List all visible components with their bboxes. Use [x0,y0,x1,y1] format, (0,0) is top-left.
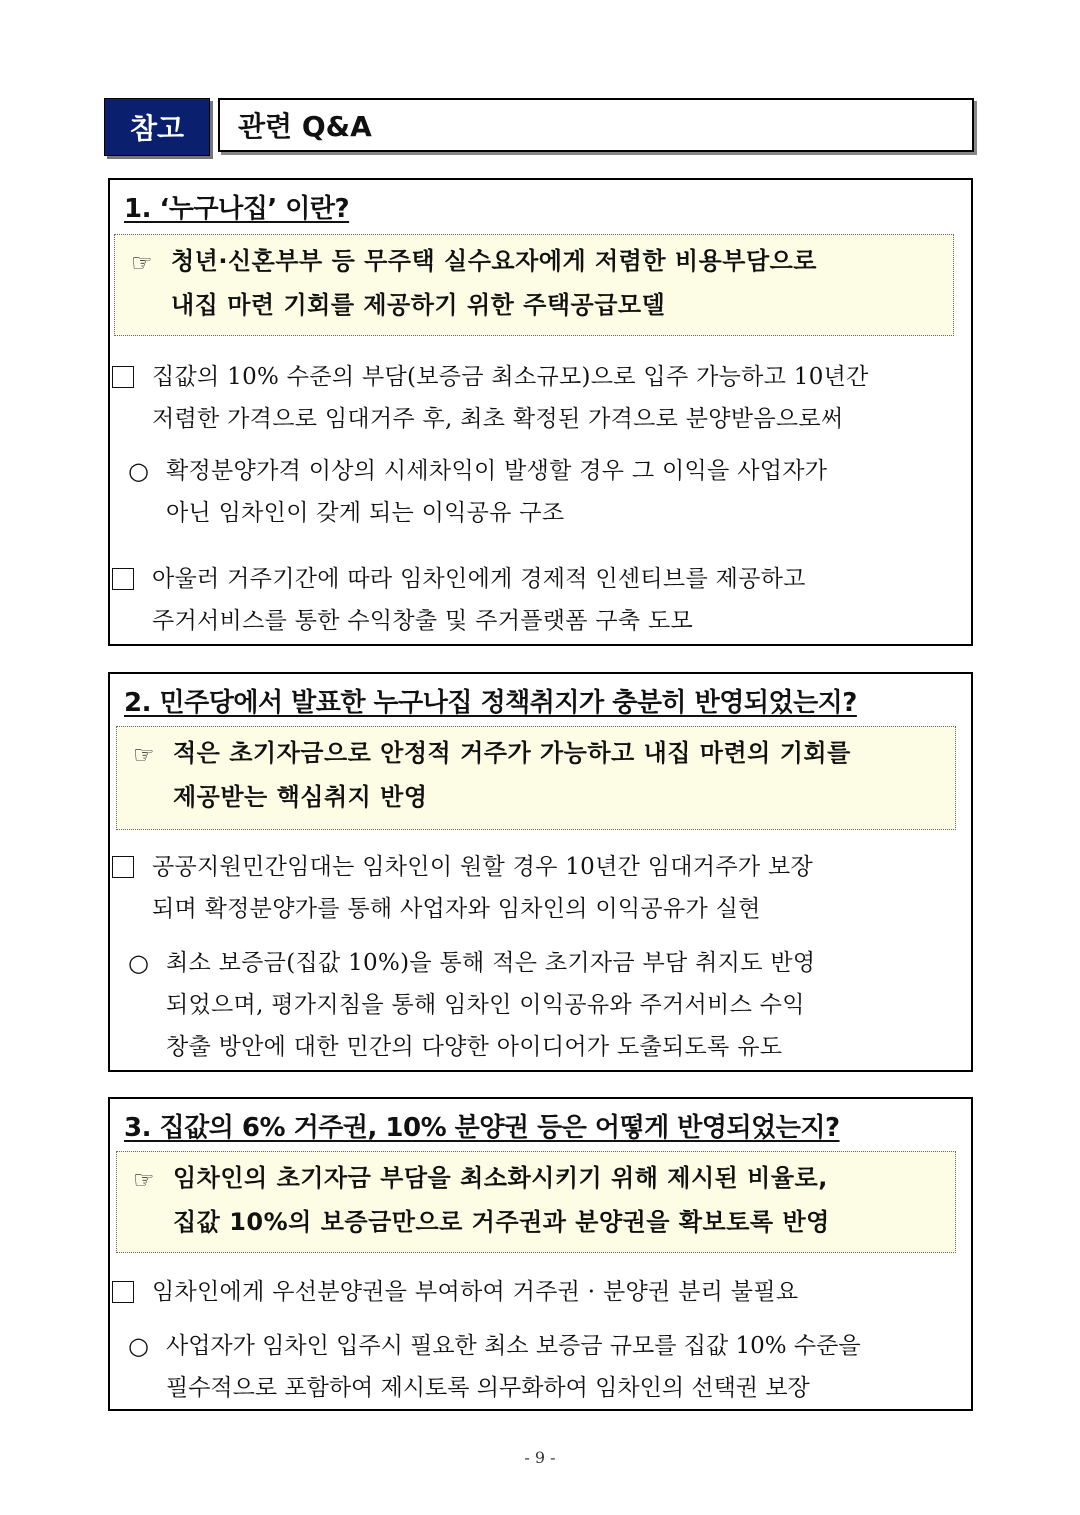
reference-tag: 참고 [104,98,210,156]
checkbox-square-icon [112,856,134,878]
pointing-hand-icon: ☞ [131,249,154,277]
answer-line: 집값 10%의 보증금만으로 거주권과 분양권을 확보토록 반영 [173,1208,830,1236]
answer-box-1 [114,234,954,336]
page-title: 관련 Q&A [218,98,974,152]
bullet-line: 필수적으로 포함하여 제시토록 의무화하여 임차인의 선택권 보장 [166,1375,810,1401]
circle-bullet-icon: ○ [128,457,150,485]
checkbox-square-icon [112,366,134,388]
bullet-line: 되며 확정분양가를 통해 사업자와 임차인의 이익공유가 실현 [152,896,761,922]
circle-bullet-icon: ○ [128,949,150,977]
bullet-line: 저렴한 가격으로 임대거주 후, 최초 확정된 가격으로 분양받음으로써 [152,406,844,432]
checkbox-square-icon [112,1281,134,1303]
bullet-line: 최소 보증금(집값 10%)을 통해 적은 초기자금 부담 취지도 반영 [166,950,816,976]
qa-section-3 [108,1097,973,1411]
bullet-line: 주거서비스를 통한 수익창출 및 주거플랫폼 구축 도모 [152,608,694,634]
answer-line: 적은 초기자금으로 안정적 거주가 가능하고 내집 마련의 기회를 [173,739,851,767]
bullet-line: 임차인에게 우선분양권을 부여하여 거주권 · 분양권 분리 불필요 [152,1279,799,1305]
bullet-2-1 [152,846,813,930]
circle-bullet-icon: ○ [128,1332,149,1360]
bullet-1-3 [152,558,806,642]
bullet-line: 집값의 10% 수준의 부담(보증금 최소규모)으로 입주 가능하고 10년간 [152,364,869,390]
bullet-line: 확정분양가격 이상의 시세차익이 발생할 경우 그 이익을 사업자가 [166,458,828,484]
bullet-1-2 [128,450,828,534]
checkbox-square-icon [112,568,134,590]
qa-section-2 [108,672,973,1072]
answer-line: 제공받는 핵심취지 반영 [173,783,428,811]
bullet-line: 되었으며, 평가지침을 통해 임차인 이익공유와 주거서비스 수익 [166,992,805,1018]
bullet-line: 아닌 임차인이 갖게 되는 이익공유 구조 [166,500,565,526]
bullet-line: 사업자가 임차인 입주시 필요한 최소 보증금 규모를 집값 10% 수준을 [166,1333,861,1359]
answer-line: 임차인의 초기자금 부담을 최소화시키기 위해 제시된 비율로, [173,1164,828,1192]
answer-box-3 [116,1151,956,1253]
question-3: 3. 집값의 6% 거주권, 10% 분양권 등은 어떻게 반영되었는지? [124,1113,840,1143]
answer-line: 청년·신혼부부 등 무주택 실수요자에게 저렴한 비용부담으로 [171,247,817,275]
bullet-2-2 [128,942,816,1068]
bullet-line: 아울러 거주기간에 따라 임차인에게 경제적 인센티브를 제공하고 [152,566,806,592]
bullet-line: 공공지원민간임대는 임차인이 원할 경우 10년간 임대거주가 보장 [152,854,814,880]
question-2: 2. 민주당에서 발표한 누구나집 정책취지가 충분히 반영되었는지? [124,688,857,718]
answer-line: 내집 마련 기회를 제공하기 위한 주택공급모델 [171,291,666,319]
bullet-3-2 [128,1325,861,1409]
reference-header [104,98,976,156]
bullet-line: 창출 방안에 대한 민간의 다양한 아이디어가 도출되도록 유도 [166,1034,783,1060]
bullet-1-1 [152,356,869,440]
qa-section-1 [108,178,973,646]
pointing-hand-icon: ☞ [133,741,156,769]
question-1: 1. ‘누구나집’ 이란? [124,194,350,224]
pointing-hand-icon: ☞ [133,1166,156,1194]
answer-box-2 [116,726,956,830]
bullet-3-1 [152,1271,798,1313]
page-number: - 9 - [524,1448,556,1467]
